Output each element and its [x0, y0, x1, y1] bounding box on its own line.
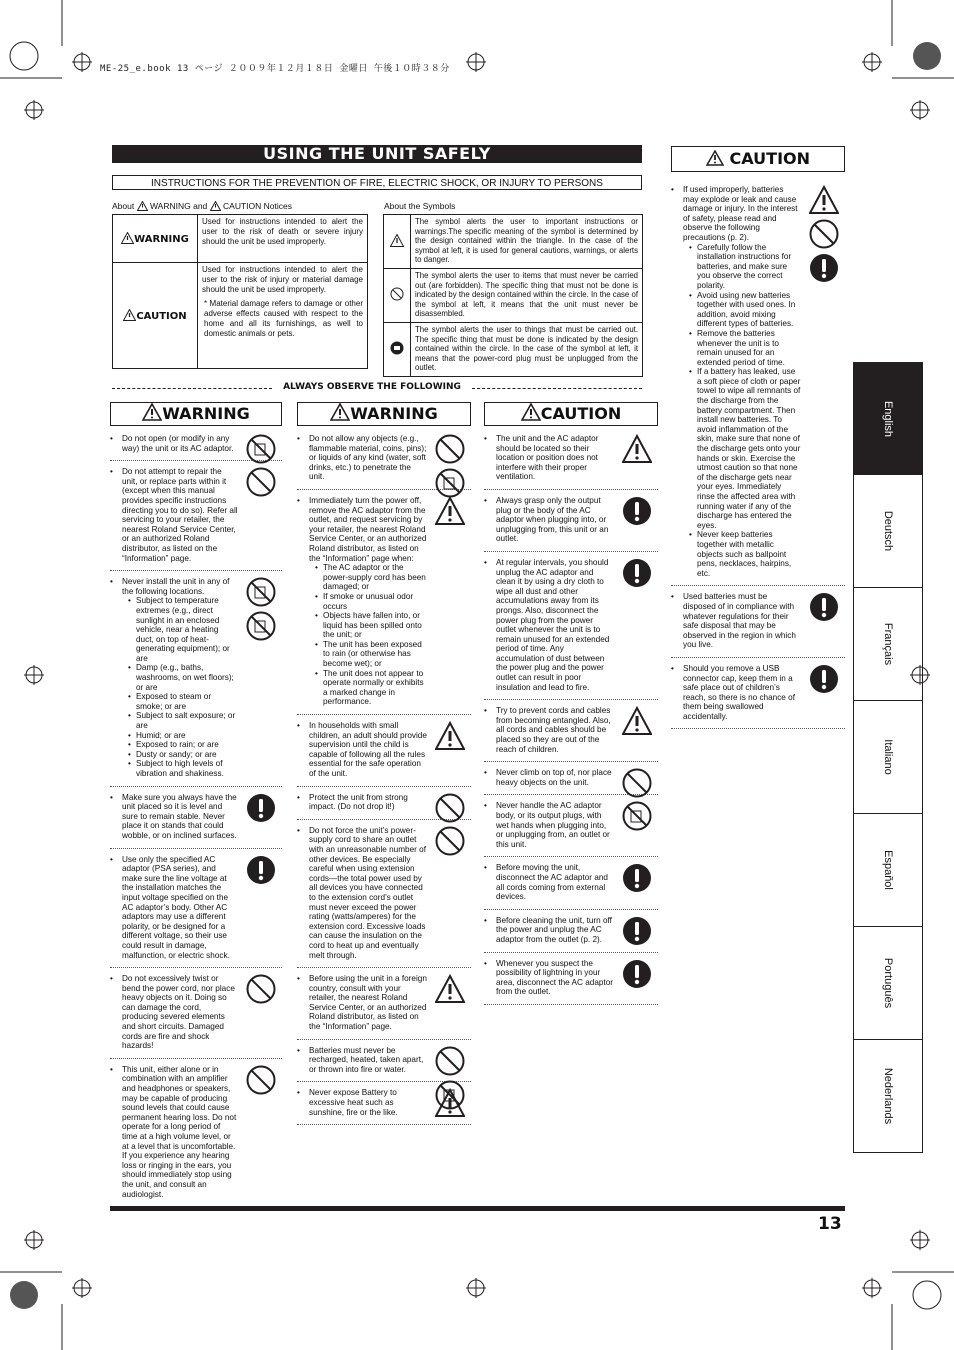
page-title: USING THE UNIT SAFELY — [112, 145, 642, 163]
sub-item: • Remove the batteries whenever the unit is to remain unused for an extended period of time. — [689, 329, 801, 367]
prohibit-icon — [246, 1065, 276, 1095]
prohibit-icon — [435, 1046, 465, 1076]
mandatory-icon — [809, 664, 839, 694]
item-paragraph: Use only the specified AC adaptor (PSA series), and make sure the line voltage at the installation matches the input voltage specified on the AC adaptor’s body. Other AC adaptors may use a different polarity, or be designed for a different voltage, so their use could result in damage, malfunction, or electric shock. — [122, 854, 230, 960]
bullet: • — [484, 495, 487, 505]
item-text — [309, 721, 427, 779]
item-icons — [622, 959, 654, 993]
safety-item — [484, 552, 658, 700]
caution-heading-label: CAUTION — [729, 149, 811, 168]
item-paragraph: The unit and the AC adaptor should be located so their location or position does not interfere with their proper ventilation. — [496, 434, 599, 482]
safety-item — [110, 787, 282, 849]
sub-list — [315, 563, 427, 707]
item-text — [683, 185, 801, 578]
tab-label: Italiano — [882, 739, 894, 775]
item-icons — [435, 826, 467, 860]
item-text — [122, 793, 238, 841]
caution-heading-label: CAUTION — [540, 404, 622, 423]
item-paragraph: Should you remove a USB connector cap, keep them in a safe place out of children’s reach, so there is no chance of them being swallowed accidentally. — [683, 663, 795, 721]
safety-item — [297, 787, 471, 820]
safety-item — [110, 461, 282, 571]
sub-item: • If a battery has leaked, use a soft piece of cloth or paper towel to wipe all remnants of the discharge from the battery compartment. Then install new batteries. To avoid inflammation of the skin, make sure that none of the discharge gets onto your hands or skin. Exercise the utmost caution so that none of the discharge gets near your eyes. Immediately rinse the affected area with running water if any of the discharge has entered the eyes. — [689, 367, 801, 530]
warning-heading-1 — [110, 402, 282, 426]
bullet: • — [110, 467, 113, 477]
item-paragraph: Immediately turn the power off, remove the AC adaptor from the outlet, and request servicing by your retailer, the nearest Roland Service Center, or an authorized Roland distributor, as listed on the “Information” page when: — [309, 495, 427, 563]
safety-item — [297, 715, 471, 787]
item-text — [122, 1065, 238, 1199]
about-notices-label — [112, 201, 292, 211]
item-icons — [246, 974, 278, 1008]
bullet: • — [671, 663, 674, 673]
sub-item: • Subject to salt exposure; or are — [128, 711, 238, 730]
safety-item — [671, 179, 845, 586]
item-icons — [809, 185, 841, 287]
item-paragraph: Never expose Battery to excessive heat such as sunshine, fire or the like. — [309, 1088, 398, 1117]
bullet: • — [484, 557, 487, 567]
bullet: • — [110, 792, 113, 802]
item-icons — [246, 793, 278, 827]
item-paragraph: Before cleaning the unit, turn off the power and unplug the AC adaptor from the outlet (p. 2). — [496, 915, 612, 944]
warning-triangle-icon — [330, 403, 350, 421]
prohibit-icon — [246, 467, 276, 497]
symbol-prohibit-text: The symbol alerts the user to items that must never be carried out (are forbidden). The specific thing that must not be done is indicated by the design contained within the circle. In the case of the symbol at left, it means that the unit must never be disassembled. — [411, 269, 643, 323]
item-paragraph: Make sure you always have the unit placed so it is level and sure to remain stable. Never place it on stands that could wobble, or on inclined surfaces. — [122, 792, 237, 840]
symbol-mandatory-cell — [384, 323, 411, 377]
safety-item — [484, 762, 658, 795]
warning-triangle-icon — [137, 201, 148, 211]
sub-item: • Never keep batteries together with metallic objects such as ballpoint pens, necklaces, hairpins, etc. — [689, 530, 801, 578]
about-label-caution: CAUTION Notices — [223, 201, 292, 211]
item-text — [122, 467, 238, 563]
bullet: • — [110, 974, 113, 984]
caution-label: CAUTION — [136, 311, 187, 322]
bullet: • — [484, 863, 487, 873]
warning-heading-2 — [297, 402, 471, 426]
bullet: • — [110, 854, 113, 864]
tab-francais[interactable] — [853, 588, 923, 701]
safety-item — [484, 795, 658, 857]
mandatory-icon — [809, 592, 839, 622]
item-icons — [435, 1088, 467, 1122]
item-paragraph: Do not open (or modify in any way) the unit or its AC adaptor. — [122, 434, 234, 453]
symbol-mandatory-text: The symbol alerts the user to things that must be carried out. The specific thing that must be done is indicated by the design contained within the circle. In the case of the symbol at left, it means that the power-cord plug must be unplugged from the outlet. — [411, 323, 643, 377]
item-paragraph: If used improperly, batteries may explode or leak and cause damage or injury. In the interest of safety, please read and observe the following precautions (p. 2). — [683, 185, 798, 242]
item-paragraph: Protect the unit from strong impact. (Do not drop it!) — [309, 792, 408, 812]
item-icons — [622, 706, 654, 740]
mandatory-icon — [622, 863, 652, 893]
warning-label-cell — [113, 215, 198, 263]
item-text — [309, 793, 427, 812]
caution-column-3 — [484, 402, 658, 1005]
bullet: • — [484, 958, 487, 968]
item-paragraph: This unit, either alone or in combination with an amplifier and headphones or speakers, may be capable of producing sound levels that could cause permanent hearing loss. Do not operate for a long period of time at a high volume level, or at a level that is uncomfortable. If you experience any hearing loss or ringing in the ears, you should immediately stop using the unit, and consult an audiologist. — [122, 1064, 237, 1199]
safety-item — [671, 658, 845, 730]
warning-label: WARNING — [134, 234, 189, 245]
item-paragraph: Whenever you suspect the possibility of lightning in your area, disconnect the AC adaptor from the outlet. — [496, 958, 613, 997]
safety-item — [484, 953, 658, 1005]
no-water-icon — [246, 611, 276, 641]
warning-heading-label: WARNING — [350, 404, 438, 423]
bullet: • — [484, 915, 487, 925]
always-observe-label: ALWAYS OBSERVE THE FOLLOWING — [272, 382, 472, 392]
safety-item — [297, 820, 471, 968]
safety-item — [110, 571, 282, 786]
tab-english[interactable] — [853, 362, 923, 475]
warning-triangle-icon — [123, 309, 136, 321]
item-text — [496, 863, 614, 901]
warning-triangle-icon — [390, 234, 404, 247]
safety-item — [297, 428, 471, 490]
sub-list — [128, 596, 238, 778]
page-number: 13 — [818, 1214, 842, 1234]
item-paragraph: Do not force the unit’s power-supply cord to share an outlet with an unreasonable number of other devices. Be especially careful when using extension cords—the total power used by all devices you have connected to the extension cord’s outlet must never exceed the power rating (watts/amperes) for the extension cord. Excessive loads can cause the insulation on the cord to heat up and eventually melt through. — [309, 825, 426, 960]
tab-italiano[interactable] — [853, 701, 923, 814]
item-text — [122, 577, 238, 778]
prohibit-icon — [435, 826, 465, 856]
no-disassemble-icon — [390, 287, 404, 301]
warning-triangle-icon — [142, 403, 162, 421]
item-paragraph: Batteries must never be recharged, heated, taken apart, or thrown into fire or water. — [309, 1045, 424, 1074]
warning-column-1 — [110, 402, 282, 1207]
bullet: • — [297, 792, 300, 802]
warning-triangle-icon — [435, 721, 465, 751]
tab-label: English — [882, 400, 894, 437]
sub-item: • Carefully follow the installation instructions for batteries, and make sure you observe the correct polarity. — [689, 243, 801, 291]
item-paragraph: In households with small children, an adult should provide supervision until the child is capable of following all the rules essential for the safe operation of the unit. — [309, 721, 427, 778]
warning-column-2 — [297, 402, 471, 1125]
sub-item: • Damp (e.g., baths, washrooms, on wet floors); or are — [128, 663, 238, 692]
safety-item — [484, 490, 658, 552]
tab-label: Deutsch — [882, 510, 894, 552]
item-paragraph: Never install the unit in any of the following locations. — [122, 577, 230, 596]
notices-table — [112, 214, 368, 369]
safety-item — [110, 968, 282, 1059]
item-text — [496, 496, 614, 544]
item-text — [496, 916, 614, 945]
tab-label: Français — [882, 622, 894, 666]
sub-item: • Objects have fallen into, or liquid has been spilled onto the unit; or — [315, 611, 427, 640]
warning-triangle-icon — [435, 1088, 465, 1118]
no-wet-hands-icon — [622, 801, 652, 831]
mandatory-icon — [622, 558, 652, 588]
prohibit-icon — [246, 974, 276, 1004]
item-text — [496, 801, 614, 849]
bullet: • — [297, 721, 300, 731]
tab-nederlands[interactable] — [853, 1040, 923, 1153]
bullet: • — [297, 1045, 300, 1055]
sub-item: • Humid; or are — [128, 731, 238, 741]
item-text — [496, 558, 614, 692]
tab-label: Español — [882, 850, 894, 890]
safety-item — [484, 700, 658, 762]
item-text — [496, 768, 614, 787]
bullet: • — [110, 577, 113, 587]
caution-note: * Material damage refers to damage or other adverse effects caused with respect to the home and all its furnishings, as well to domestic animals or pets. — [204, 299, 363, 338]
tab-label: Português — [882, 957, 894, 1009]
item-icons — [246, 855, 278, 889]
bullet: • — [297, 495, 300, 505]
warning-triangle-icon — [622, 706, 652, 736]
sub-item: • Subject to high levels of vibration and shakiness. — [128, 759, 238, 778]
item-text — [496, 706, 614, 754]
sub-item: • If smoke or unusual odor occurs — [315, 592, 427, 611]
mandatory-icon — [622, 496, 652, 526]
warning-triangle-icon — [210, 201, 221, 211]
tab-espanol[interactable] — [853, 814, 923, 927]
mandatory-icon — [622, 959, 652, 989]
bullet: • — [297, 434, 300, 443]
bullet: • — [297, 825, 300, 835]
item-icons — [809, 592, 841, 626]
safety-item — [297, 1082, 471, 1125]
item-icons — [246, 467, 278, 501]
warning-triangle-icon — [809, 185, 839, 215]
warning-triangle-icon — [622, 434, 652, 464]
bullet: • — [297, 974, 300, 984]
item-paragraph: Try to prevent cords and cables from becoming entangled. Also, all cords and cables should be placed so they are out of the reach of children. — [496, 706, 611, 754]
sub-item: • Subject to temperature extremes (e.g., direct sunlight in an enclosed vehicle, near a heating duct, on top of heat-generating equipment); or are — [128, 596, 238, 663]
instructions-banner: INSTRUCTIONS FOR THE PREVENTION OF FIRE, ELECTRIC SHOCK, OR INJURY TO PERSONS — [112, 175, 642, 190]
language-tabs — [853, 362, 923, 1153]
item-paragraph: Do not allow any objects (e.g., flammable material, coins, pins); or liquids of any kind (water, soft drinks, etc.) to penetrate the unit. — [309, 434, 427, 482]
bullet: • — [484, 706, 487, 716]
item-text — [683, 592, 801, 650]
item-icons — [246, 577, 278, 645]
bullet: • — [484, 434, 487, 443]
about-label-prefix: About — [112, 201, 135, 211]
caution-label-cell — [113, 263, 198, 369]
bullet: • — [297, 1088, 300, 1098]
prohibit-icon — [809, 219, 839, 249]
mandatory-icon — [246, 793, 276, 823]
bullet: • — [110, 1064, 113, 1074]
caution-description-cell — [198, 263, 368, 369]
item-icons — [622, 558, 654, 592]
caution-description: Used for instructions intended to alert the user to the risk of injury or material damage should the unit be used improperly. — [202, 265, 363, 294]
bullet: • — [484, 801, 487, 811]
mandatory-icon — [622, 916, 652, 946]
sub-item: • Avoid using new batteries together with used ones. In addition, avoid mixing different types of batteries. — [689, 291, 801, 329]
item-text — [309, 496, 427, 707]
prohibit-icon — [435, 434, 465, 464]
no-moisture-icon — [246, 577, 276, 607]
item-paragraph: Used batteries must be disposed of in compliance with whatever regulations for their safe disposal that may be observed in the region in which you live. — [683, 592, 796, 650]
sub-item: • Exposed to rain; or are — [128, 740, 238, 750]
always-observe-divider — [112, 382, 642, 394]
about-symbols-label: About the Symbols — [384, 201, 456, 211]
item-paragraph: Never climb on top of, nor place heavy objects on the unit. — [496, 768, 612, 787]
safety-item — [297, 968, 471, 1040]
item-icons — [809, 664, 841, 698]
safety-item — [110, 849, 282, 969]
bottom-rule — [110, 1206, 845, 1211]
item-paragraph: Before moving the unit, disconnect the AC adaptor and all cords coming from external devices. — [496, 863, 608, 902]
item-text — [122, 434, 238, 453]
item-paragraph: Do not attempt to repair the unit, or replace parts within it (except when this manual provides specific instructions directing you to do so). Refer all servicing to your retailer, the nearest Roland Service Center, or an authorized Roland distributor, as listed on the “Information” page. — [122, 467, 238, 563]
safety-item — [484, 857, 658, 909]
safety-item — [297, 1040, 471, 1083]
item-paragraph: Never handle the AC adaptor body, or its output plugs, with wet hands when plugging into, or unplugging from, an outlet or this unit. — [496, 801, 610, 849]
sub-item: • The AC adaptor or the power-supply cord has been damaged; or — [315, 563, 427, 592]
item-text — [496, 434, 614, 482]
item-paragraph: At regular intervals, you should unplug the AC adaptor and clean it by using a dry cloth to wipe all dust and other accumulations away from its prongs. Also, disconnect the power plug from the power outlet whenever the unit is to remain unused for an extended period of time. Any accumulation of dust between the power plug and the power outlet can result in poor insulation and lead to fire. — [496, 557, 610, 692]
caution-heading-right — [671, 146, 845, 172]
item-icons — [622, 496, 654, 530]
caution-column-4 — [671, 179, 845, 729]
tab-label: Nederlands — [882, 1067, 894, 1125]
prohibit-icon — [435, 793, 465, 823]
item-icons — [622, 434, 654, 468]
symbols-table — [383, 214, 643, 377]
mandatory-icon — [809, 253, 839, 283]
item-icons — [622, 863, 654, 897]
item-text — [683, 664, 801, 722]
safety-item — [671, 586, 845, 658]
sub-item: • Exposed to steam or smoke; or are — [128, 692, 238, 711]
tab-portugues[interactable] — [853, 927, 923, 1040]
print-header: ME-25_e.book 13 ページ ２００９年１２月１８日 金曜日 午後１０時３８分 — [100, 64, 450, 74]
caution-heading-3 — [484, 402, 658, 426]
item-icons — [435, 496, 467, 530]
mandatory-icon — [246, 855, 276, 885]
symbol-triangle-text: The symbol alerts the user to important instructions or warnings.The specific meaning of the symbol is determined by the design contained within the triangle. In the case of the symbol at left, it is used for general cautions, warnings, or alerts to danger. — [411, 215, 643, 269]
unplug-icon — [390, 341, 404, 355]
sub-list — [689, 243, 801, 579]
item-text — [309, 974, 427, 1032]
no-disassemble-icon — [246, 434, 276, 464]
item-paragraph: Before using the unit in a foreign country, consult with your retailer, the nearest Roland Service Center, or an authorized Roland distributor, as listed on the “Information” page. — [309, 974, 427, 1032]
warning-description: Used for instructions intended to alert the user to the risk of death or severe injury should the unit be used improperly. — [198, 215, 368, 263]
item-icons — [435, 974, 467, 1008]
safety-item — [297, 490, 471, 715]
prohibit-icon — [622, 768, 652, 798]
about-label-warning: WARNING and — [149, 201, 208, 211]
tab-deutsch[interactable] — [853, 475, 923, 588]
item-text — [309, 1088, 427, 1117]
item-text — [309, 826, 427, 960]
item-icons — [622, 916, 654, 950]
sub-item: • The unit has been exposed to rain (or otherwise has become wet); or — [315, 640, 427, 669]
sub-item: • The unit does not appear to operate normally or exhibits a marked change in performance. — [315, 669, 427, 707]
symbol-triangle-cell — [384, 215, 411, 269]
symbol-prohibit-cell — [384, 269, 411, 323]
bullet: • — [110, 434, 113, 443]
item-text — [122, 974, 238, 1051]
bullet: • — [671, 592, 674, 602]
safety-item — [484, 428, 658, 490]
item-text — [496, 959, 614, 997]
bullet: • — [484, 768, 487, 778]
warning-triangle-icon — [435, 496, 465, 526]
sub-item: • Dusty or sandy; or are — [128, 750, 238, 760]
item-icons — [246, 1065, 278, 1099]
item-paragraph: Always grasp only the output plug or the body of the AC adaptor when plugging into, or unplugging from, this unit or an outlet. — [496, 495, 609, 544]
item-text — [309, 1046, 427, 1075]
item-text — [309, 434, 427, 482]
safety-item — [110, 428, 282, 461]
item-paragraph: Do not excessively twist or bend the power cord, nor place heavy objects on it. Doing so can damage the cord, producing severed elements and short circuits. Damaged cords are fire and shock hazards! — [122, 974, 235, 1051]
warning-triangle-icon — [435, 974, 465, 1004]
warning-triangle-icon — [121, 232, 134, 244]
warning-triangle-icon — [521, 403, 541, 421]
safety-item — [484, 910, 658, 953]
item-icons — [435, 721, 467, 755]
item-icons — [622, 801, 654, 835]
warning-triangle-icon — [706, 150, 724, 166]
safety-item — [110, 1059, 282, 1207]
bullet: • — [671, 185, 674, 194]
warning-heading-label: WARNING — [162, 404, 250, 423]
item-text — [122, 855, 238, 961]
